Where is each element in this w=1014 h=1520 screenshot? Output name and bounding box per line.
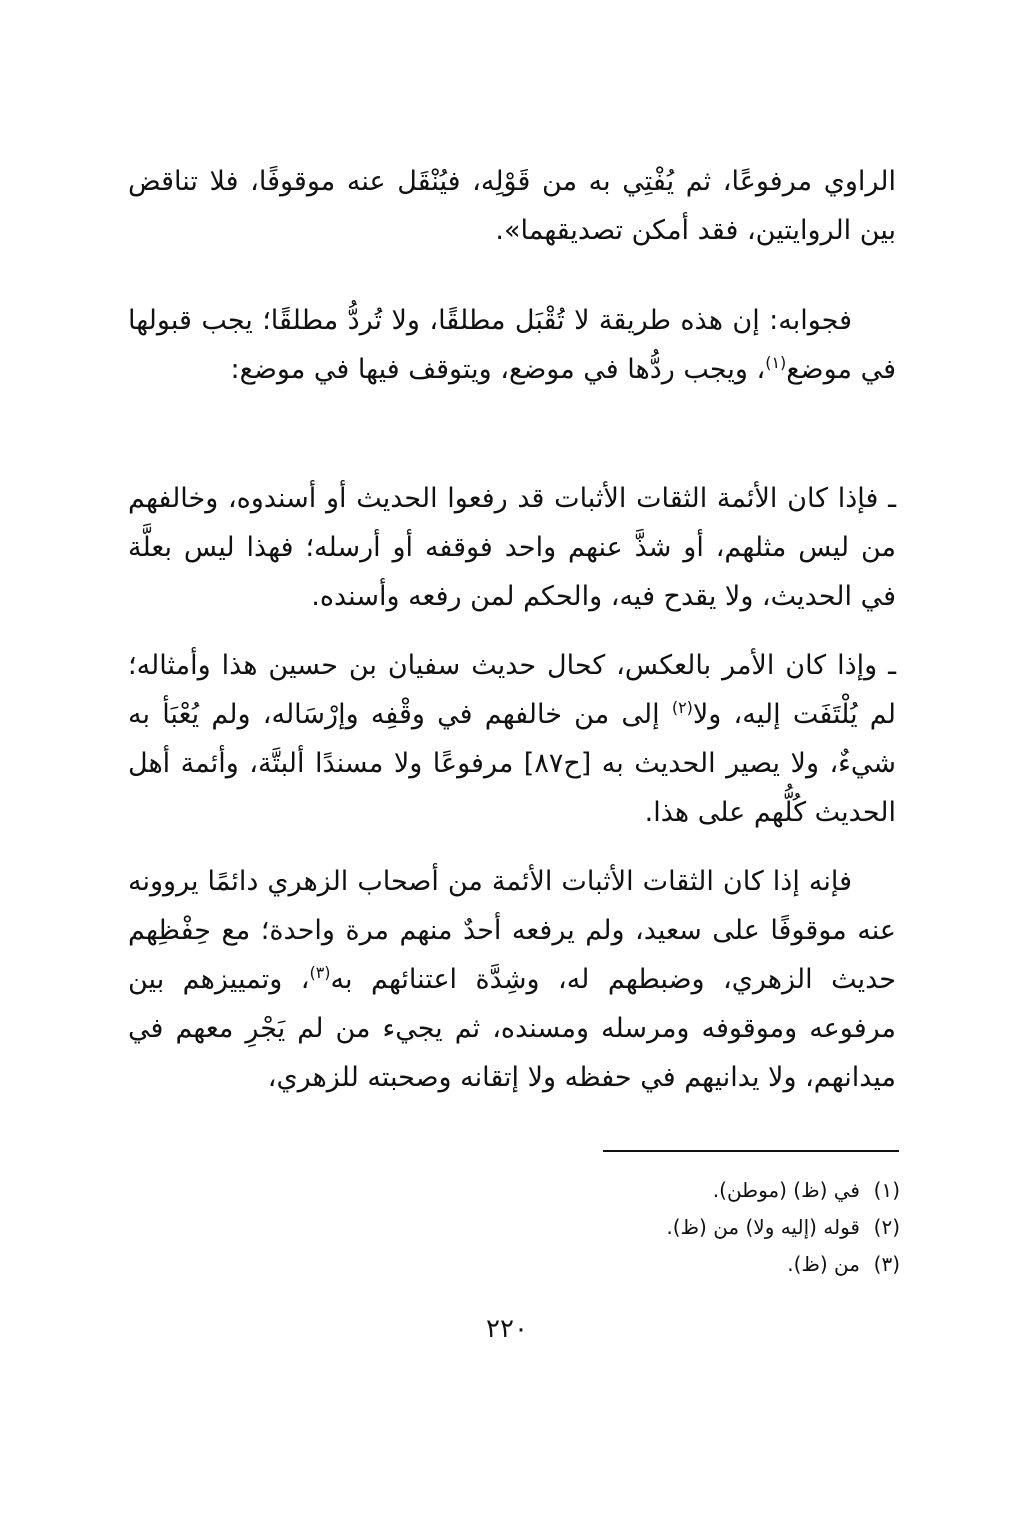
footnote-divider [603,1150,899,1152]
paragraph-1 [128,157,896,255]
paragraph-2 [128,296,896,394]
footnote-3-text: من (ظ). [787,1252,860,1276]
paragraph-5-text-start: فإنه إذا كان الثقات الأثبات الأئمة من أصحاب الزهري دائمًا يروونه عنه موقوفًا على سعيد، ولم يرفعه أحدٌ منهم مرة واحدة؛ مع حِفْظِهم حديث الزهري، وضبطهم له، وشِدَّة اعتنائهم به [128,866,896,995]
paragraph-4-text-start: ـ وإذا كان الأمر بالعكس، كحال حديث سفيان بن حسين هذا وأمثاله؛ لم يُلْتَفَت إليه، ولا [128,650,896,730]
paragraph-2-text-start: فجوابه: إن هذه طريقة لا تُقْبَل مطلقًا، ولا تُردُّ مطلقًا؛ يجب قبولها في موضع [128,305,896,385]
footnotes [500,1172,900,1283]
footnote-3 [500,1246,900,1283]
footnote-2 [500,1209,900,1246]
paragraph-1-text: الراوي مرفوعًا، ثم يُفْتِي به من قَوْلِه، فيُنْقَل عنه موقوفًا، فلا تناقض بين الروايتين، فقد أمكن تصديقهما». [128,166,896,246]
paragraph-3 [128,474,896,621]
footnote-2-text: قوله (إليه ولا) من (ظ). [666,1215,860,1239]
footnote-ref-2[interactable]: (٢) [671,698,693,717]
page-number: ٢٢٠ [486,1314,528,1344]
paragraph-4-text-end: إلى من خالفهم في وقْفِه وإرْسَاله، ولم يُعْبَأ به شيءٌ، ولا يصير الحديث به [ح٨٧] مرفوعًا ولا مسندًا ألبتَّة، وأئمة أهل الحديث كُلُّهم على هذا. [128,699,897,828]
paragraph-4 [128,641,896,837]
paragraph-2-text-end: ، ويجب ردُّها في موضع، ويتوقف فيها في موضع: [230,354,766,385]
footnote-1-number: (١) [873,1178,900,1202]
footnote-ref-3[interactable]: (٣) [309,963,331,982]
paragraph-5 [128,857,896,1102]
footnote-2-number: (٢) [873,1215,900,1239]
footnote-3-number: (٣) [873,1252,900,1276]
paragraph-5-text-end: ، وتمييزهم بين مرفوعه وموقوفه ومرسله ومسنده، ثم يجيء من لم يَجْرِ معهم في ميدانهم، ولا يدانيهم في حفظه ولا إتقانه وصحبته للزهري، [128,964,896,1093]
paragraph-3-text: ـ فإذا كان الأئمة الثقات الأثبات قد رفعوا الحديث أو أسندوه، وخالفهم من ليس مثلهم، أو شذَّ عنهم واحد فوقفه أو أرسله؛ فهذا ليس بعلَّة في الحديث، ولا يقدح فيه، والحكم لمن رفعه وأسنده. [128,483,896,612]
footnote-1-text: في (ظ) (موطن). [712,1178,860,1202]
footnote-1 [500,1172,900,1209]
footnote-ref-1[interactable]: (١) [765,353,787,372]
